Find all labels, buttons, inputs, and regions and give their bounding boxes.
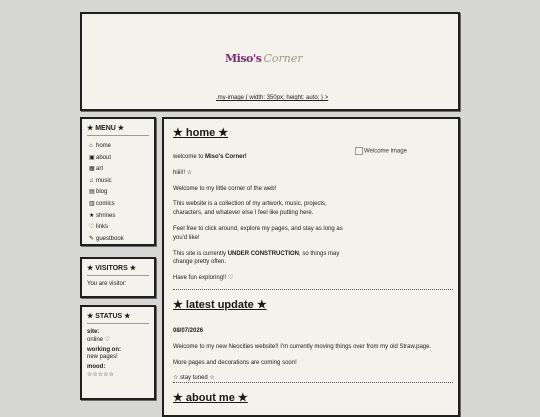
construction-paragraph [173,250,345,268]
update-paragraph-3: ☆ stay tuned ☆ [173,375,215,382]
menu-item-label: art [96,166,104,173]
menu-item-label: about [96,154,112,161]
status-working-value: new pages! [87,354,118,360]
menu-item-guestbook[interactable] [89,234,149,246]
menu-item-label: blog [96,189,108,196]
blog-icon: ▤ [89,189,95,196]
update-paragraph-1: Welcome to my new Neocities website!! I'm currently moving things over from my old Straw.page. [173,343,432,350]
home-section [173,153,345,290]
status-site-value: online ♡ [87,337,111,343]
explore-paragraph: Feel free to click around, explore my pages, and stay as long as you'd like! [173,225,343,241]
menu-item-label: links [96,224,109,231]
welcome-prefix: welcome to [173,154,206,160]
menu-item-label: shrines [96,212,116,219]
update-date-value: 08/07/2026 [173,328,204,334]
construction-strong: UNDER CONSTRUCTION [227,250,300,257]
status-site-label: site: [87,329,100,335]
menu-item-music[interactable] [89,176,149,188]
fun-paragraph: Have fun exploring!! ♡ [173,275,234,282]
menu-item-comics[interactable] [89,199,149,211]
status-mood-value: ☆☆☆☆☆ [87,372,114,378]
status-title: ★ STATUS ★ [87,312,149,324]
menu-item-art[interactable] [89,164,149,176]
visitors-title: ★ VISITORS ★ [87,264,149,276]
construction-suffix: , so things may change pretty often. [173,250,340,266]
about-icon: ▣ [89,154,95,161]
welcome-line [173,153,345,162]
menu-item-links[interactable] [89,222,149,234]
visitors-box [80,257,156,298]
status-mood-label: mood: [87,364,106,370]
update-paragraph-2: More pages and decorations are coming soon! [173,359,297,366]
heart-icon: ♡ [89,224,95,231]
menu-item-shrines[interactable] [89,211,149,223]
menu-item-label: music [96,177,112,184]
welcome-site-name: Miso's Corner! [205,154,247,160]
logo-text-corner: Corner [263,52,303,65]
about-heading: ★ about me ★ [173,392,248,404]
header-image-caption[interactable]: .my-image { width: 350px; height: auto; } > [216,95,329,101]
home-heading: ★ home ★ [173,127,229,139]
menu-list [87,141,149,245]
status-working-label: working on: [87,347,121,353]
music-icon: ♫ [89,177,94,184]
status-box [80,305,156,400]
welcome-image [355,147,407,155]
comics-icon: ▥ [89,200,95,207]
construction-prefix: This site is currently [173,250,228,257]
home-icon: ⌂ [89,143,93,149]
site-header [80,12,460,111]
menu-item-label: comics [96,200,115,207]
section-divider [173,382,453,383]
art-icon: ▦ [89,166,95,173]
site-logo [225,52,303,65]
menu-item-blog[interactable] [89,187,149,199]
section-divider [173,289,453,290]
menu-item-home[interactable] [89,141,149,153]
menu-title: ★ MENU ★ [87,124,149,136]
welcome-image-alt: Welcome image [364,148,407,155]
pencil-icon: ✎ [89,235,95,242]
broken-image-icon [355,147,363,155]
menu-item-about[interactable] [89,153,149,165]
update-heading: ★ latest update ★ [173,299,267,311]
update-date [173,327,453,336]
update-section [173,327,453,390]
star-icon: ★ [89,212,95,219]
visitor-counter-text: You are visitor: [87,281,127,287]
logo-text-miso: Miso's [225,52,262,65]
intro-paragraph: Welcome to my little corner of the web! [173,185,277,192]
menu-item-label: home [96,143,112,149]
collection-paragraph: This website is a collection of my artwork, music, projects, characters, and whatever else I feel like putting here. [173,201,327,217]
sidebar-menu [80,117,156,246]
main-content [162,117,460,417]
greeting-text: hiiii!! ☆ [173,169,193,176]
menu-item-label: guestbook [96,235,124,242]
